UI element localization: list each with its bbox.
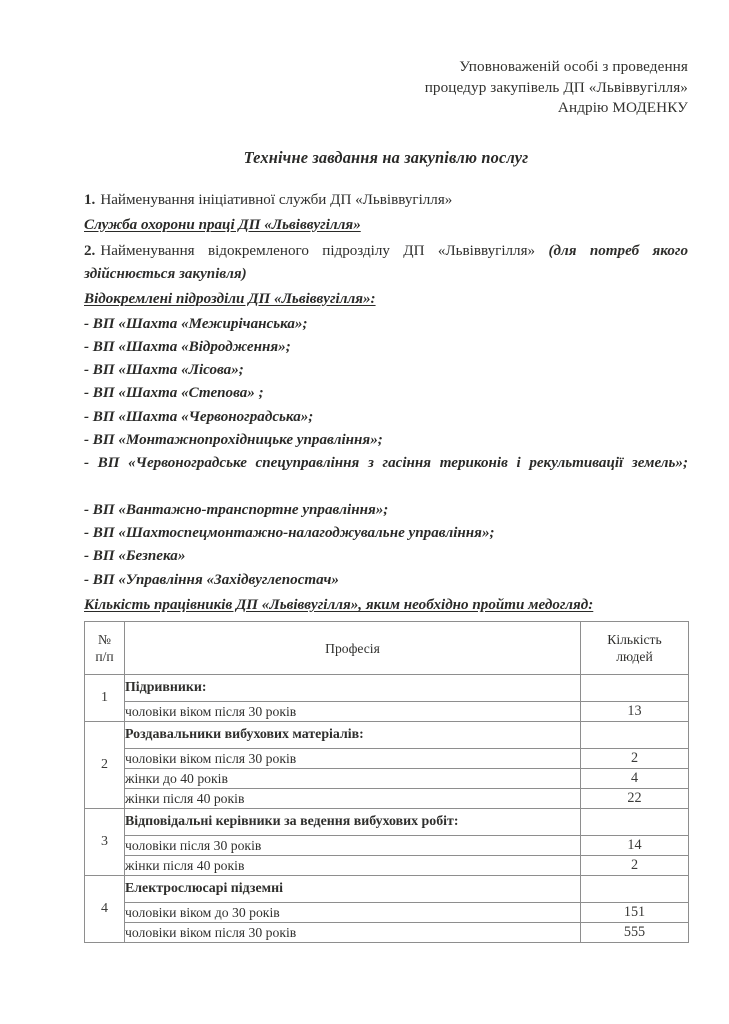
count-cell: 151 (581, 903, 689, 923)
column-header-index-line2: п/п (95, 649, 114, 665)
section-2-note: (для потреб якого здійснюється закупівля) (84, 242, 689, 282)
table-header (85, 622, 689, 675)
section-2-number: 2. (84, 242, 96, 259)
section-1-answer (84, 214, 688, 237)
section-1 (84, 189, 688, 212)
list-item: - ВП «Червоноградське спецуправління з гасіння териконів і рекультивації земель»; (84, 455, 688, 472)
count-cell: 22 (581, 789, 689, 809)
table-row (85, 876, 689, 903)
page-title: Технічне завдання на закупівлю послуг (243, 147, 529, 167)
table-row (85, 702, 689, 722)
profession-group-label: Роздавальники вибухових матеріалів: (125, 722, 581, 749)
section-1-answer-text: Служба охорони праці ДП «Львіввугілля» (84, 216, 361, 233)
column-header-count-line1: Кількість (607, 632, 662, 648)
count-cell: 2 (581, 749, 689, 769)
profession-detail: чоловіки після 30 років (125, 836, 581, 856)
column-header-index-line1: № (98, 632, 111, 648)
list-item: - ВП «Шахта «Степова» ; (84, 385, 264, 402)
profession-detail: чоловіки віком після 30 років (125, 923, 581, 943)
list-item: - ВП «Шахта «Лісова»; (84, 362, 244, 379)
list-item: - ВП «Управління «Західвуглепостач» (84, 571, 339, 588)
profession-detail: чоловіки віком до 30 років (125, 903, 581, 923)
row-index: 3 (85, 809, 125, 876)
count-cell: 2 (581, 856, 689, 876)
table-row (85, 675, 689, 702)
table-row (85, 836, 689, 856)
count-cell-empty (581, 675, 689, 702)
list-item: - ВП «Шахта «Відродження»; (84, 338, 291, 355)
count-cell: 13 (581, 702, 689, 722)
list-item: - ВП «Монтажнопрохідницьке управління»; (84, 431, 383, 448)
column-header-count-line2: людей (616, 649, 653, 665)
column-header-index (85, 622, 125, 675)
staff-table (84, 621, 689, 943)
addressee-line-3: Андрію МОДЕНКУ (557, 99, 688, 116)
list-item: - ВП «Шахта «Межирічанська»; (84, 315, 308, 332)
section-2-answer (84, 288, 688, 311)
count-cell: 555 (581, 923, 689, 943)
section-2-text: Найменування відокремленого підрозділу ДП «Львіввугілля» (100, 242, 536, 259)
profession-detail: чоловіки віком після 30 років (125, 749, 581, 769)
section-2-answer-text: Відокремлені підрозділи ДП «Львіввугілля»: (84, 290, 376, 307)
table-heading (84, 594, 688, 616)
column-header-profession: Професія (125, 622, 581, 675)
row-index: 4 (85, 876, 125, 943)
addressee-line-2: процедур закупівель ДП «Львіввугілля» (424, 78, 688, 96)
table-row (85, 923, 689, 943)
section-2 (84, 240, 688, 286)
table-row (85, 856, 689, 876)
list-item: - ВП «Вантажно-транспортне управління»; (84, 501, 389, 518)
table-row (85, 769, 689, 789)
row-index: 1 (85, 675, 125, 722)
units-list (84, 313, 688, 593)
profession-detail: чоловіки віком після 30 років (125, 702, 581, 722)
section-1-number: 1. (84, 191, 96, 208)
list-item: - ВП «Безпека» (84, 548, 186, 565)
count-cell-empty (581, 722, 689, 749)
column-header-count (581, 622, 689, 675)
table-row (85, 809, 689, 836)
table-header-row (85, 622, 689, 675)
table-row (85, 903, 689, 923)
count-cell-empty (581, 809, 689, 836)
profession-group-label: Відповідальні керівники за ведення вибухових робіт: (125, 809, 581, 836)
count-cell: 14 (581, 836, 689, 856)
row-index: 2 (85, 722, 125, 809)
table-row (85, 789, 689, 809)
profession-group-label: Підривники: (125, 675, 581, 702)
profession-detail: жінки до 40 років (125, 769, 581, 789)
profession-detail: жінки після 40 років (125, 856, 581, 876)
table-row (85, 749, 689, 769)
list-item: - ВП «Шахтоспецмонтажно-налагоджувальне управління»; (84, 525, 495, 542)
table-row (85, 722, 689, 749)
count-cell-empty (581, 876, 689, 903)
table-heading-text: Кількість працівників ДП «Львіввугілля», яким необхідно пройти медогляд: (84, 597, 594, 614)
page-content (84, 0, 688, 943)
section-1-text: Найменування ініціативної служби ДП «Львіввугілля» (100, 191, 453, 208)
list-item: - ВП «Шахта «Червоноградська»; (84, 408, 314, 425)
addressee-line-1: Уповноваженій особі з проведення (459, 58, 688, 75)
addressee-block (84, 57, 688, 119)
profession-group-label: Електрослюсарі підземні (125, 876, 581, 903)
table-body (85, 675, 689, 943)
count-cell: 4 (581, 769, 689, 789)
profession-detail: жінки після 40 років (125, 789, 581, 809)
